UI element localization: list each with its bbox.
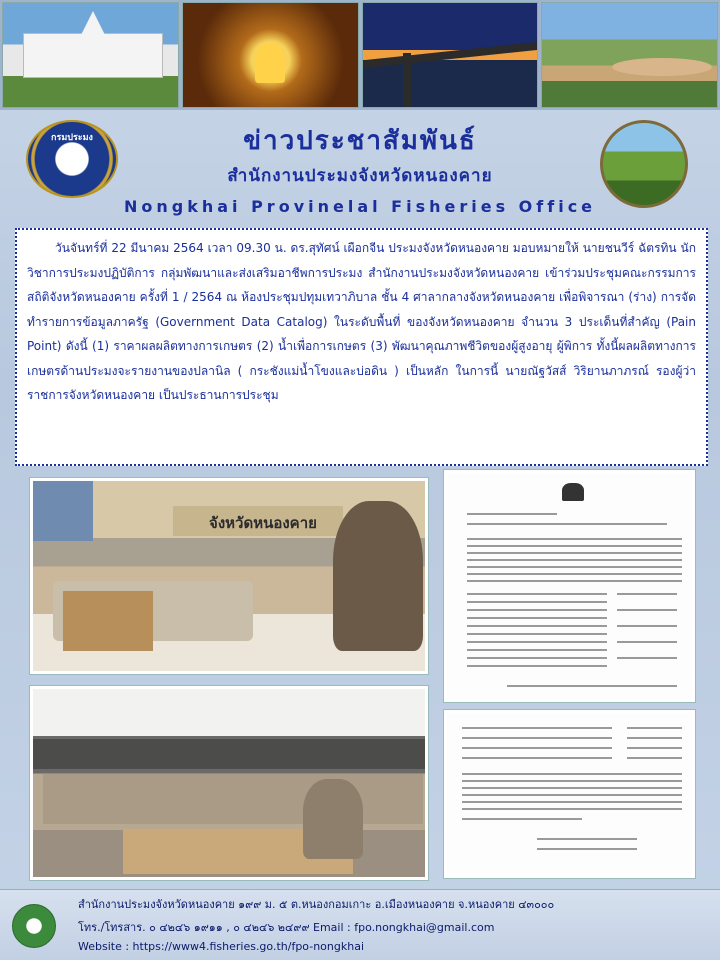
meeting-sign: จังหวัดหนองคาย [209, 514, 317, 532]
logo-left-text: กรมประมง [51, 133, 93, 143]
banner-photo-mekong-river-view [541, 2, 718, 108]
office-name-thai: สำนักงานประมงจังหวัดหนองคาย [227, 166, 493, 186]
article-text-box [15, 228, 708, 466]
department-of-fisheries-logo [26, 120, 118, 198]
header [0, 112, 720, 222]
footer-website[interactable]: Website : https://www4.fisheries.go.th/fpo-nongkhai [78, 940, 364, 953]
garuda-emblem-icon [562, 483, 584, 501]
office-name-english: Nongkhai Provinelal Fisheries Office [123, 197, 597, 216]
page-title: ข่าวประชาสัมพันธ์ [243, 126, 477, 156]
banner-photos [0, 0, 720, 110]
footer-contact: โทร./โทรสาร. ๐ ๔๒๔๖ ๑๙๑๑ , ๐ ๔๒๔๖ ๒๔๙๙ Email : fpo.nongkhai@gmail.com [78, 921, 495, 934]
banner-photo-buddha-shrine [182, 2, 359, 108]
article-body: วันจันทร์ที่ 22 มีนาคม 2564 เวลา 09.30 น. ดร.สุทัศน์ เผือกจีน ประมงจังหวัดหนองคาย มอบหมายให้ นายชนวีร์ ฉัตรทิน นักวิชาการประมงปฏิบัติการ กลุ่มพัฒนาและส่งเสริมอาชีพการประมง สำนักงานประมงจังหวัดหนองคาย เข้าร่วมประชุมคณะกรรมการสถิติจังหวัดหนองคาย ครั้งที่ 1 / 2564 ณ ห้องประชุมปทุมเทวาภิบาล ชั้น 4 ศาลากลางจังหวัดหนองคาย เพื่อพิจารณา (ร่าง) การจัดทำรายการข้อมูลภาครัฐ (Government Data Catalog) ในระดับพื้นที่ ของจังหวัดหนองคาย จำนวน 3 ประเด็นที่สำคัญ (Pain Point) ดังนี้ (1) ราคาผลผลิตทางการเกษตร (2) น้ำเพื่อการเกษตร (3) พัฒนาคุณภาพชีวิตของผู้สูงอายุ ผู้พิการ ทั้งนี้ผลผลิตทางการเกษตรด้านประมงจะรายงานของปลานิล ( กระชังแม่น้ำโขงและบ่อดิน ) เป็นหลัก ในการนี้ นายณัฐวัสส์ วิริยานภาภรณ์ รองผู้ว่าราชการจังหวัดหนองคาย เป็นประธานการประชุม [27, 241, 696, 402]
meeting-photo-2 [30, 686, 428, 880]
fisheries-office-logo [12, 904, 56, 948]
footer [0, 889, 720, 960]
meeting-photo-1 [30, 478, 428, 674]
banner-photo-temple-building [2, 2, 179, 108]
official-letter-page-1 [444, 470, 695, 702]
banner-photo-friendship-bridge [362, 2, 539, 108]
official-letter-page-2 [444, 710, 695, 878]
province-emblem-logo [600, 120, 688, 208]
footer-address: สำนักงานประมงจังหวัดหนองคาย ๑๙๙ ม. ๕ ต.หนองกอมเกาะ อ.เมืองหนองคาย จ.หนองคาย ๔๓๐๐๐ [78, 898, 555, 911]
